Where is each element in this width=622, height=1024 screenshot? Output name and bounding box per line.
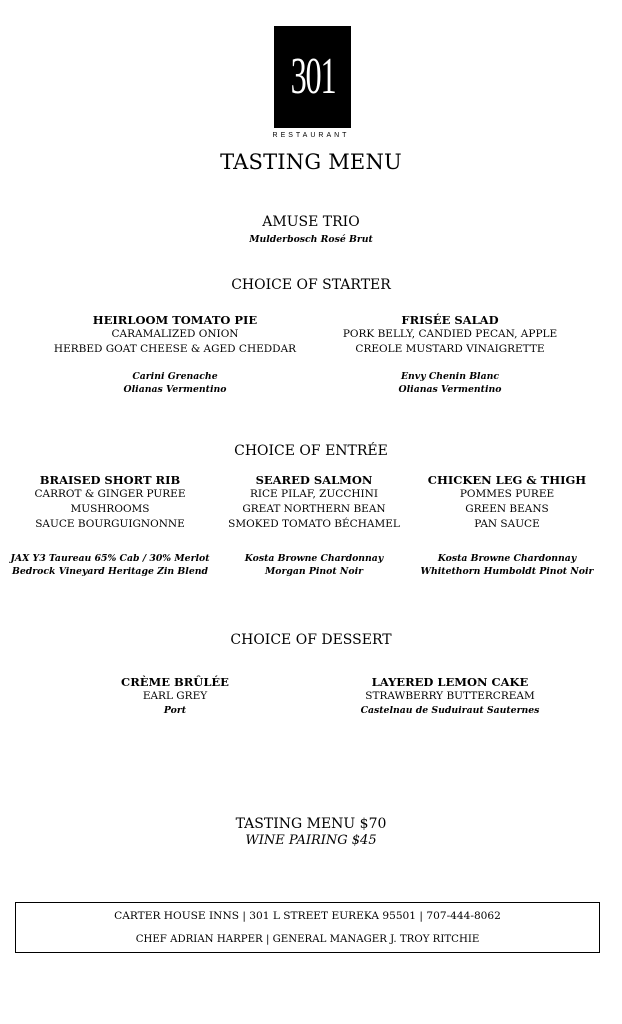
footer-address: CARTER HOUSE INNS | 301 L STREET EUREKA 95501 | 707-444-8062 xyxy=(114,910,501,922)
dish-desc: STRAWBERRY BUTTERCREAM xyxy=(365,690,535,702)
entree-item xyxy=(405,473,609,578)
wine-pairing: Carini Grenache xyxy=(132,371,218,382)
dish-name: LAYERED LEMON CAKE xyxy=(371,675,529,689)
amuse-name: AMUSE TRIO xyxy=(262,214,360,230)
footer-staff: CHEF ADRIAN HARPER | GENERAL MANAGER J. TROY RITCHIE xyxy=(135,934,480,945)
wine-pairing: Kosta Browne Chardonnay xyxy=(437,553,577,564)
dessert-heading: CHOICE OF DESSERT xyxy=(230,632,392,648)
wine-pairing: Kosta Browne Chardonnay xyxy=(244,553,384,564)
dish-desc: RICE PILAF, ZUCCHINI xyxy=(249,488,379,500)
dish-name: SEARED SALMON xyxy=(255,473,373,487)
wine-pairing: Whitethorn Humboldt Pinot Noir xyxy=(420,566,594,577)
dish-desc: SMOKED TOMATO BÉCHAMEL xyxy=(228,518,400,530)
page-title: TASTING MENU xyxy=(220,150,402,174)
dish-desc: GREAT NORTHERN BEAN xyxy=(242,503,386,515)
wine-pairing: Olianas Vermentino xyxy=(123,384,227,395)
dish-desc: HERBED GOAT CHEESE & AGED CHEDDAR xyxy=(53,343,297,355)
logo-number: 301 xyxy=(290,48,335,105)
dish-desc: CREOLE MUSTARD VINAIGRETTE xyxy=(355,343,545,355)
dish-desc: MUSHROOMS xyxy=(70,503,150,515)
amuse-wine: Mulderbosch Rosé Brut xyxy=(249,234,373,245)
wine-pairing: Envy Chenin Blanc xyxy=(400,371,500,382)
tasting-menu-price: TASTING MENU $70 xyxy=(235,816,387,832)
wine-pairing-price: WINE PAIRING $45 xyxy=(245,833,377,848)
logo-subtitle: RESTAURANT xyxy=(272,132,350,139)
starter-heading: CHOICE OF STARTER xyxy=(231,277,391,293)
wine-pairing: Castelnau de Suduiraut Sauternes xyxy=(360,705,540,716)
starter-item xyxy=(40,313,310,396)
restaurant-logo xyxy=(274,26,351,128)
dish-desc: EARL GREY xyxy=(142,690,208,702)
dish-name: BRAISED SHORT RIB xyxy=(39,473,181,487)
entree-heading: CHOICE OF ENTRÉE xyxy=(234,443,388,459)
dish-desc: CARROT & GINGER PUREE xyxy=(34,488,186,500)
dish-name: FRISÉE SALAD xyxy=(401,313,499,327)
dessert-item xyxy=(75,675,275,717)
footer-box xyxy=(15,902,600,953)
dish-desc: PAN SAUCE xyxy=(474,518,540,530)
wine-pairing: JAX Y3 Taureau 65% Cab / 30% Merlot xyxy=(10,553,210,564)
entree-item xyxy=(8,473,212,578)
dish-desc: CARAMALIZED ONION xyxy=(111,328,239,340)
wine-pairing: Port xyxy=(163,705,187,716)
dish-name: CRÈME BRÛLÉE xyxy=(121,675,229,689)
dish-desc: PORK BELLY, CANDIED PECAN, APPLE xyxy=(342,328,558,340)
dish-desc: POMMES PUREE xyxy=(459,488,555,500)
dish-desc: SAUCE BOURGUIGNONNE xyxy=(35,518,185,530)
dish-name: CHICKEN LEG & THIGH xyxy=(427,473,587,487)
dessert-item xyxy=(330,675,570,717)
starter-item xyxy=(315,313,585,396)
dish-desc: GREEN BEANS xyxy=(465,503,549,515)
entree-item xyxy=(212,473,416,578)
wine-pairing: Bedrock Vineyard Heritage Zin Blend xyxy=(11,566,208,577)
wine-pairing: Morgan Pinot Noir xyxy=(264,566,364,577)
dish-name: HEIRLOOM TOMATO PIE xyxy=(92,313,258,327)
wine-pairing: Olianas Vermentino xyxy=(398,384,502,395)
